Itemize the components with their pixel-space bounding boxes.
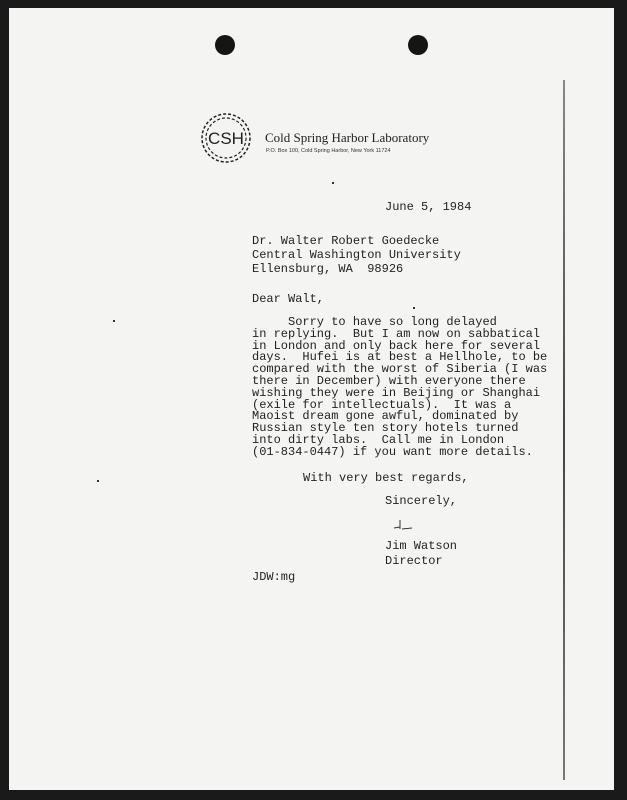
body-line: compared with the worst of Siberia (I was	[252, 362, 548, 377]
signer-name: Jim Watson	[385, 539, 458, 553]
body-line: Russian style ten story hotels turned	[252, 421, 519, 436]
speck	[97, 480, 99, 482]
speck	[113, 320, 115, 322]
signature	[392, 518, 414, 532]
salutation: Dear Walt,	[252, 292, 325, 306]
body-line: (exile for intellectuals). It was a	[252, 397, 512, 412]
speck	[332, 182, 334, 184]
closing: Sincerely,	[385, 494, 458, 508]
body-line: wishing they were in Beijing or Shanghai	[252, 385, 541, 400]
csh-logo	[198, 110, 254, 166]
organization-name: Cold Spring Harbor Laboratory	[265, 130, 430, 145]
punch-hole	[215, 35, 235, 55]
letter-date: June 5, 1984	[385, 200, 472, 214]
signer-title: Director	[385, 554, 443, 568]
speck	[413, 307, 415, 309]
body-line: days. Hufei is at best a Hellhole, to be	[252, 350, 548, 365]
recipient-line: Central Washington University	[252, 248, 461, 262]
body-line: into dirty labs. Call me in London	[252, 432, 505, 447]
recipient-line: Dr. Walter Robert Goedecke	[252, 234, 440, 248]
organization-address: P.O. Box 100, Cold Spring Harbor, New York 11724	[266, 148, 391, 154]
body-line: in replying. But I am now on sabbatical	[252, 326, 541, 341]
body-line: there in December) with everyone there	[252, 373, 526, 388]
body-line: (01-834-0447) if you want more details.	[252, 444, 533, 459]
letter-body	[252, 317, 547, 459]
body-line: Maoist dream gone awful, dominated by	[252, 409, 519, 424]
page-edge-shadow	[563, 80, 565, 780]
recipient-line: Ellensburg, WA 98926	[252, 262, 404, 276]
typist-initials: JDW:mg	[252, 570, 296, 584]
recipient-address	[252, 234, 461, 276]
body-line: in London and only back here for several	[252, 338, 541, 353]
body-line: Sorry to have so long delayed	[252, 315, 497, 329]
punch-hole	[408, 35, 428, 55]
regards: With very best regards,	[303, 471, 469, 485]
logo-text: CSH	[208, 129, 244, 148]
